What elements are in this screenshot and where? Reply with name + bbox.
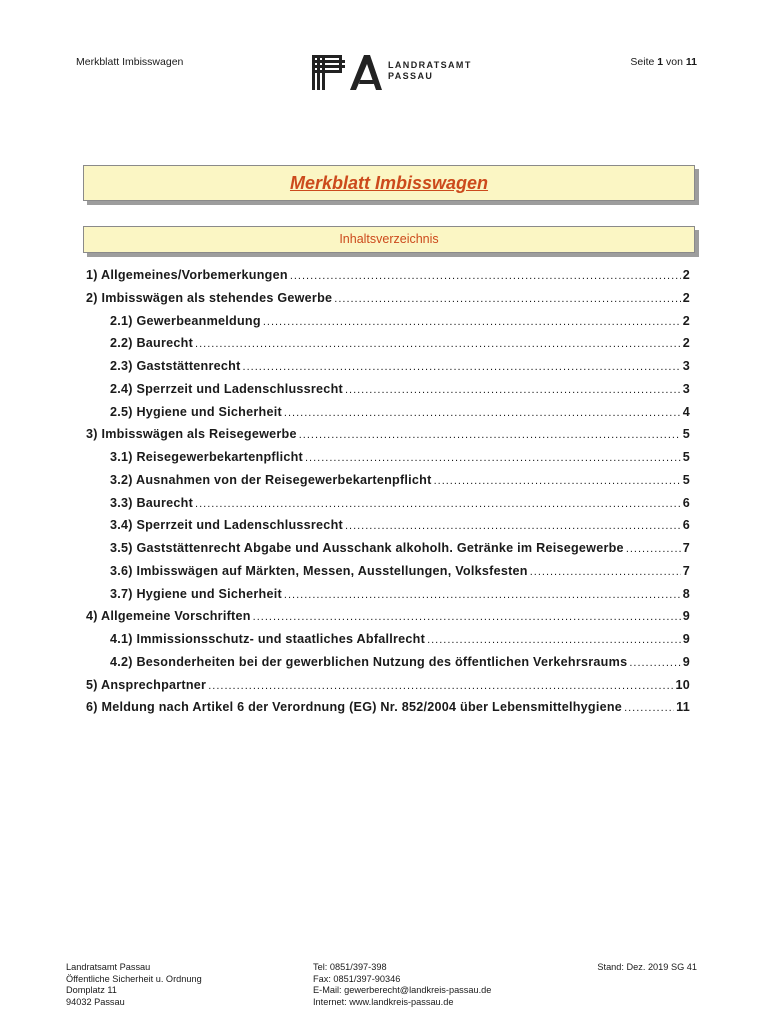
toc-entry[interactable] <box>86 405 690 428</box>
logo-line-1: LANDRATSAMT <box>388 60 472 70</box>
toc-entry[interactable] <box>86 473 690 496</box>
toc-entry[interactable] <box>86 564 690 587</box>
toc-entry[interactable] <box>86 632 690 655</box>
toc-heading-box <box>83 226 695 253</box>
toc-entry-label: 3.6) Imbisswägen auf Märkten, Messen, Ausstellungen, Volksfesten <box>110 563 528 578</box>
toc-dot-leader <box>624 702 674 714</box>
toc-entry-label: 6) Meldung nach Artikel 6 der Verordnung (EG) Nr. 852/2004 über Lebensmittelhygiene <box>86 700 623 715</box>
toc-entry-label: 2.1) Gewerbeanmeldung <box>110 313 261 328</box>
toc-entry-page: 6 <box>682 518 690 533</box>
header-document-title: Merkblatt Imbisswagen <box>76 56 184 68</box>
toc-dot-leader <box>345 520 681 532</box>
toc-entry-page: 2 <box>682 268 690 282</box>
toc-dot-leader <box>427 634 681 646</box>
footer-address <box>66 962 202 1008</box>
toc-dot-leader <box>243 361 681 373</box>
page-current: 1 <box>657 56 664 68</box>
toc-entry[interactable] <box>86 450 690 473</box>
toc-entry-page: 5 <box>682 427 690 442</box>
toc-entry-page: 3 <box>682 381 690 396</box>
toc-entry[interactable] <box>86 427 690 450</box>
footer-line: Domplatz 11 <box>66 985 117 995</box>
title-box <box>83 165 695 201</box>
toc-dot-leader <box>290 270 681 282</box>
footer-phone: Tel: 0851/397-398 <box>313 962 387 972</box>
toc-dot-leader <box>626 543 681 555</box>
page-separator: von <box>666 56 683 68</box>
page-number <box>630 56 697 68</box>
footer-website-link[interactable]: Internet: www.landkreis-passau.de <box>313 996 454 1007</box>
toc-dot-leader <box>195 498 681 510</box>
toc-entry[interactable] <box>86 587 690 610</box>
toc-entry-label: 3.1) Reisegewerbekartenpflicht <box>110 450 303 464</box>
toc-entry[interactable] <box>86 609 690 632</box>
page-title: Merkblatt Imbisswagen <box>289 173 489 193</box>
toc-entry[interactable] <box>86 382 690 405</box>
toc-entry-page: 2 <box>682 313 690 328</box>
toc-entry[interactable] <box>86 359 690 382</box>
toc-dot-leader <box>299 429 681 441</box>
footer-fax: Fax: 0851/397-90346 <box>313 973 401 984</box>
toc-entry-page: 4 <box>682 404 690 419</box>
toc-entry-page: 9 <box>682 609 690 624</box>
toc-dot-leader <box>263 316 681 328</box>
toc-entry-page: 7 <box>682 541 690 555</box>
logo-line-2: PASSAU <box>388 71 434 81</box>
page-total: 11 <box>685 56 697 68</box>
page-prefix: Seite <box>630 56 655 68</box>
toc-entry-label: 2.5) Hygiene und Sicherheit <box>110 404 282 419</box>
toc-entry-page: 5 <box>682 472 690 487</box>
toc-entry-label: 2) Imbisswägen als stehendes Gewerbe <box>86 290 333 305</box>
toc-entry-page: 5 <box>682 450 690 464</box>
toc-entry-page: 7 <box>682 563 690 578</box>
toc-entry-label: 1) Allgemeines/Vorbemerkungen <box>86 268 288 282</box>
toc-entry[interactable] <box>86 655 690 678</box>
toc-dot-leader <box>530 566 681 578</box>
toc-entry-label: 3.3) Baurecht <box>110 495 194 510</box>
toc-entry-label: 2.3) Gaststättenrecht <box>110 359 241 373</box>
footer-line: 94032 Passau <box>66 996 125 1007</box>
toc-dot-leader <box>253 611 681 623</box>
toc-entry-page: 9 <box>682 632 690 646</box>
toc-entry-page: 9 <box>682 654 690 669</box>
toc-entry-label: 5) Ansprechpartner <box>86 677 207 692</box>
toc-entry[interactable] <box>86 541 690 564</box>
toc-dot-leader <box>629 657 680 669</box>
toc-entry[interactable] <box>86 336 690 359</box>
toc-dot-leader <box>195 338 681 350</box>
toc-dot-leader <box>334 293 680 305</box>
toc-entry-label: 2.4) Sperrzeit und Ladenschlussrecht <box>110 381 343 396</box>
toc-dot-leader <box>305 452 681 464</box>
toc-entry-label: 4) Allgemeine Vorschriften <box>86 609 251 624</box>
table-of-contents <box>86 268 690 723</box>
toc-entry[interactable] <box>86 268 690 291</box>
footer-email-link[interactable]: E-Mail: gewerberecht@landkreis-passau.de <box>313 985 492 995</box>
toc-entry-label: 3.7) Hygiene und Sicherheit <box>110 586 282 601</box>
toc-entry-page: 3 <box>682 359 690 373</box>
landratsamt-passau-logo <box>312 52 472 90</box>
toc-entry-label: 3) Imbisswägen als Reisegewerbe <box>86 427 297 442</box>
toc-entry-page: 8 <box>682 586 690 601</box>
toc-dot-leader <box>284 407 681 419</box>
toc-entry-page: 10 <box>675 677 690 692</box>
toc-dot-leader <box>208 680 673 692</box>
pa-logo-mark-icon <box>312 52 382 90</box>
toc-entry-label: 3.5) Gaststättenrecht Abgabe und Ausschank alkoholh. Getränke im Reisegewerbe <box>110 541 624 555</box>
toc-entry[interactable] <box>86 700 690 723</box>
toc-dot-leader <box>434 475 681 487</box>
footer-contact <box>313 962 491 1008</box>
toc-entry[interactable] <box>86 291 690 314</box>
toc-entry-label: 3.4) Sperrzeit und Ladenschlussrecht <box>110 518 343 533</box>
footer-revision-date: Stand: Dez. 2019 SG 41 <box>597 962 697 972</box>
footer-status <box>597 962 697 974</box>
footer-line: Landratsamt Passau <box>66 962 151 972</box>
toc-entry-page: 2 <box>682 336 690 351</box>
toc-entry[interactable] <box>86 314 690 337</box>
toc-heading: Inhaltsverzeichnis <box>339 232 439 246</box>
toc-entry-page: 2 <box>682 290 690 305</box>
footer-line: Öffentliche Sicherheit u. Ordnung <box>66 973 202 984</box>
toc-entry-label: 4.1) Immissionsschutz- und staatliches Abfallrecht <box>110 632 426 646</box>
toc-entry[interactable] <box>86 678 690 701</box>
toc-entry-page: 11 <box>676 700 690 715</box>
toc-entry-label: 3.2) Ausnahmen von der Reisegewerbekartenpflicht <box>110 472 432 487</box>
toc-entry[interactable] <box>86 518 690 541</box>
toc-entry-label: 2.2) Baurecht <box>110 336 194 351</box>
toc-entry-label: 4.2) Besonderheiten bei der gewerblichen Nutzung des öffentlichen Verkehrsraums <box>110 654 628 669</box>
toc-entry[interactable] <box>86 496 690 519</box>
toc-dot-leader <box>345 384 681 396</box>
toc-dot-leader <box>284 589 681 601</box>
toc-entry-page: 6 <box>682 495 690 510</box>
